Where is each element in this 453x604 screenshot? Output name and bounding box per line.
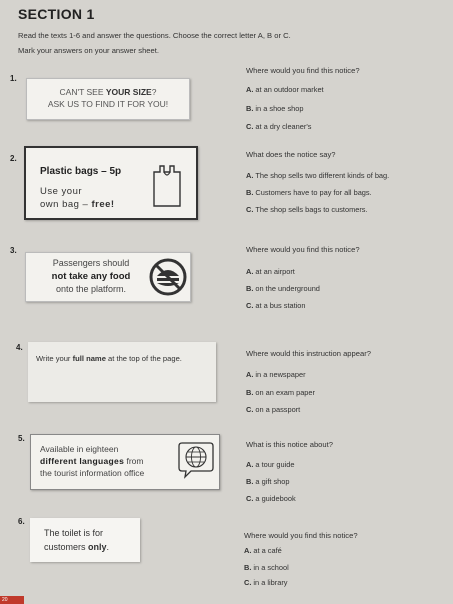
notice-1-text-bold: YOUR SIZE	[105, 87, 152, 97]
notice-6-text-b: .	[106, 542, 110, 552]
item-3-option-b[interactable]: B. on the underground	[246, 284, 320, 293]
shopping-bag-icon	[150, 164, 184, 210]
item-3-option-c[interactable]: C. at a bus station	[246, 301, 306, 310]
item-1-notice	[26, 78, 190, 120]
notice-5-line-3: the tourist information office	[40, 468, 145, 478]
item-4-notice	[28, 342, 216, 402]
item-5-question: What is this notice about?	[246, 440, 333, 449]
item-5-option-a[interactable]: A. a tour guide	[246, 460, 295, 469]
item-4-number: 4.	[16, 343, 23, 352]
item-4-option-c[interactable]: C. on a passport	[246, 405, 301, 414]
notice-3-line-1: Passengers should	[52, 258, 130, 268]
item-5-number: 5.	[18, 434, 25, 443]
instruction-line-2: Mark your answers on your answer sheet.	[18, 46, 159, 55]
item-2-option-a[interactable]: A. The shop sells two different kinds of bag.	[246, 171, 390, 180]
section-title: SECTION 1	[18, 6, 95, 22]
notice-4-bold: full name	[72, 354, 106, 363]
notice-2-line-3: own bag –	[40, 199, 92, 210]
item-1-option-a[interactable]: A. at an outdoor market	[246, 85, 324, 94]
item-1-option-b[interactable]: B. in a shoe shop	[246, 104, 304, 113]
item-6-notice	[30, 518, 140, 562]
item-6-option-a[interactable]: A. at a café	[244, 546, 282, 555]
item-4-option-b[interactable]: B. on an exam paper	[246, 388, 315, 397]
item-2-option-b[interactable]: B. Customers have to pay for all bags.	[246, 188, 372, 197]
notice-2-line-2: Use your	[40, 186, 83, 197]
item-3-question: Where would you find this notice?	[246, 245, 360, 254]
notice-2-line-1: Plastic bags – 5p	[40, 166, 122, 177]
notice-6-text-a: customers	[44, 542, 89, 552]
notice-5-bold: different languages	[40, 456, 125, 466]
globe-speech-bubble-icon	[177, 440, 215, 480]
notice-3-line-2: not take any food	[51, 271, 131, 282]
item-3-number: 3.	[10, 246, 17, 255]
notice-1-line-2: ASK US TO FIND IT FOR YOU!	[47, 99, 169, 109]
item-2-number: 2.	[10, 154, 17, 163]
item-6-question: Where would you find this notice?	[244, 531, 358, 540]
item-4-question: Where would this instruction appear?	[246, 349, 371, 358]
notice-4-text-b: at the top of the page.	[105, 354, 182, 363]
item-2-notice	[24, 146, 198, 220]
notice-1-text-b: ?	[151, 87, 157, 97]
notice-2-free: free!	[91, 199, 115, 210]
notice-5-line-2: from	[124, 456, 144, 466]
notice-1-text-a: CAN'T SEE	[59, 87, 106, 97]
item-2-option-c[interactable]: C. The shop sells bags to customers.	[246, 205, 368, 214]
notice-5-line-1: Available in eighteen	[40, 444, 119, 454]
notice-4-text-a: Write your	[36, 354, 73, 363]
item-4-option-a[interactable]: A. in a newspaper	[246, 370, 306, 379]
item-1-option-c[interactable]: C. at a dry cleaner's	[246, 122, 312, 131]
item-1-number: 1.	[10, 74, 17, 83]
no-food-icon	[148, 256, 188, 298]
item-6-number: 6.	[18, 517, 25, 526]
item-3-notice	[25, 252, 191, 302]
notice-3-line-3: onto the platform.	[55, 284, 127, 294]
item-1-question: Where would you find this notice?	[246, 66, 360, 75]
item-5-notice	[30, 434, 220, 490]
notice-6-line-1: The toilet is for	[44, 528, 104, 538]
page-number: 20	[0, 596, 24, 604]
item-5-option-b[interactable]: B. a gift shop	[246, 477, 290, 486]
item-5-option-c[interactable]: C. a guidebook	[246, 494, 296, 503]
item-2-question: What does the notice say?	[246, 150, 336, 159]
instruction-line-1: Read the texts 1-6 and answer the questions. Choose the correct letter A, B or C.	[18, 31, 291, 40]
item-6-option-b[interactable]: B. in a school	[244, 563, 289, 572]
item-3-option-a[interactable]: A. at an airport	[246, 267, 295, 276]
item-6-option-c[interactable]: C. in a library	[244, 578, 288, 587]
notice-6-bold: only	[88, 542, 107, 552]
